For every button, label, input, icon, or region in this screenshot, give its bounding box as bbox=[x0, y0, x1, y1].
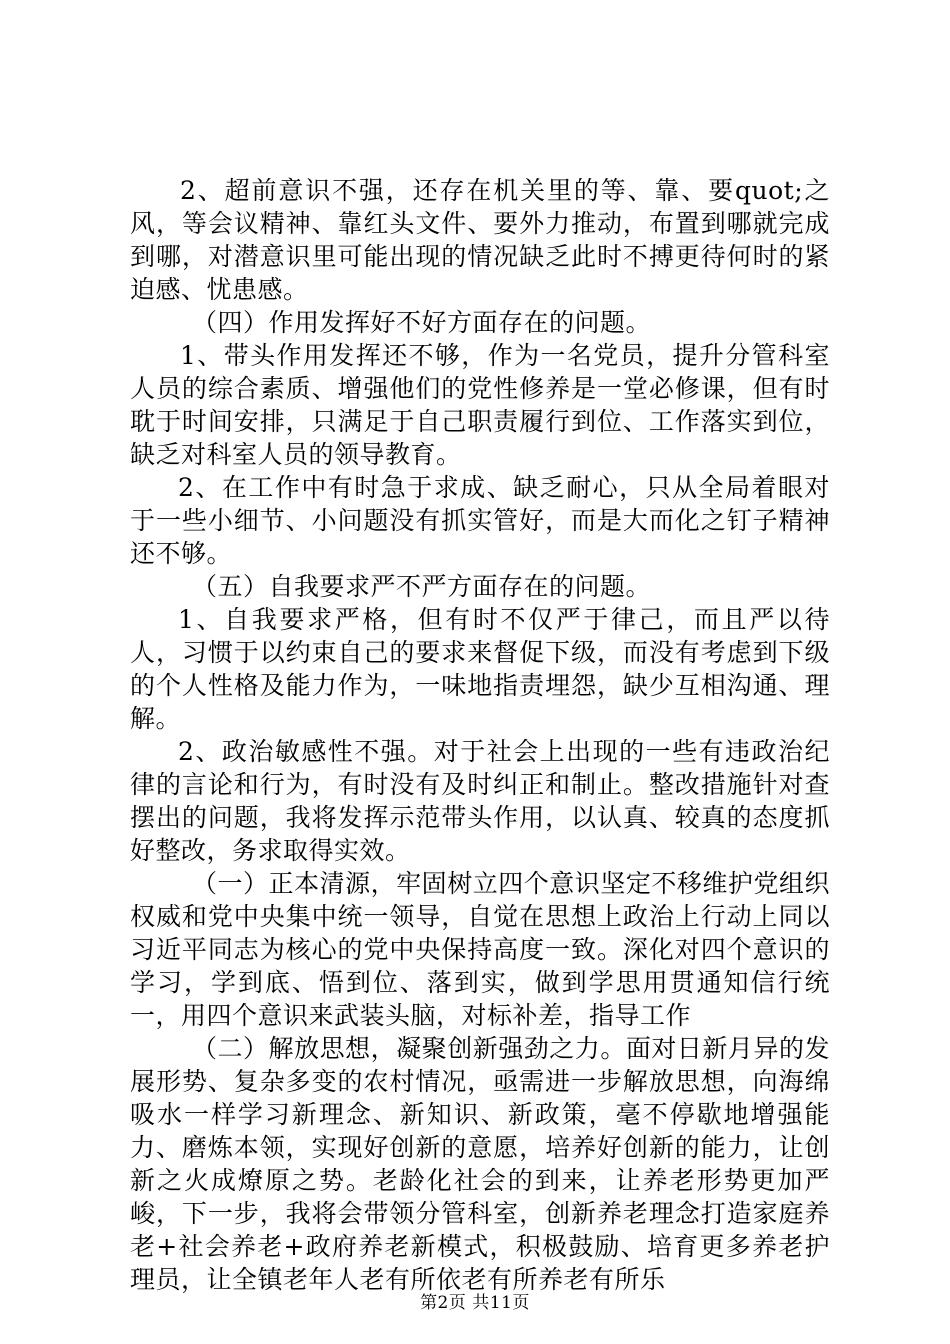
paragraph-point-2-patience: 2、在工作中有时急于求成、缺乏耐心，只从全局着眼对于一些小细节、小问题没有抓实管好，而是大而化之钉子精神还不够。 bbox=[130, 473, 830, 568]
paragraph-measure-one: （一）正本清源，牢固树立四个意识坚定不移维护党组织权威和党中央集中统一领导，自觉在思想上政治上行动上同以习近平同志为核心的党中央保持高度一致。深化对四个意识的学习，学到底、悟到位、落到实，做到学思用贯通知信行统一，用四个意识来武装头脑，对标补差，指导工作 bbox=[130, 869, 830, 1030]
page-number-footer: 第2页 共11页 bbox=[420, 1293, 530, 1313]
paragraph-point-2-awareness: 2、超前意识不强，还存在机关里的等、靠、要quot;之风，等会议精神、靠红头文件、要外力推动，布置到哪就完成到哪，对潜意识里可能出现的情况缺乏此时不搏更待何时的紧迫感、忧患感。 bbox=[130, 176, 830, 304]
paragraph-point-1-leading-role: 1、带头作用发挥还不够，作为一名党员，提升分管科室人员的综合素质、增强他们的党性修养是一堂必修课，但有时耽于时间安排，只满足于自己职责履行到位、工作落实到位，缺乏对科室人员的领导教育。 bbox=[130, 341, 830, 469]
section-heading-four: （四）作用发挥好不好方面存在的问题。 bbox=[192, 308, 652, 337]
document-body bbox=[130, 174, 830, 1296]
paragraph-measure-two: （二）解放思想，凝聚创新强劲之力。面对日新月异的发展形势、复杂多变的农村情况，亟需进一步解放思想，向海绵吸水一样学习新理念、新知识、新政策，毫不停歇地增强能力、磨炼本领，实现好创新的意愿，培养好创新的能力，让创新之火成燎原之势。老龄化社会的到来，让养老形势更加严峻，下一步，我将会带领分管科室，创新养老理念打造家庭养老+社会养老+政府养老新模式，积极鼓励、培育更多养老护理员，让全镇老年人老有所依老有所养老有所乐 bbox=[130, 1034, 830, 1294]
paragraph-point-1-self-discipline: 1、自我要求严格，但有时不仅严于律己，而且严以待人，习惯于以约束自己的要求来督促下级，而没有考虑到下级的个人性格及能力作为，一味地指责埋怨，缺少互相沟通、理解。 bbox=[130, 605, 830, 733]
section-heading-five: （五）自我要求严不严方面存在的问题。 bbox=[192, 572, 652, 601]
paragraph-point-2-political-sensitivity: 2、政治敏感性不强。对于社会上出现的一些有违政治纪律的言论和行为，有时没有及时纠正和制止。整改措施针对查摆出的问题，我将发挥示范带头作用，以认真、较真的态度抓好整改，务求取得实效。 bbox=[130, 737, 830, 865]
